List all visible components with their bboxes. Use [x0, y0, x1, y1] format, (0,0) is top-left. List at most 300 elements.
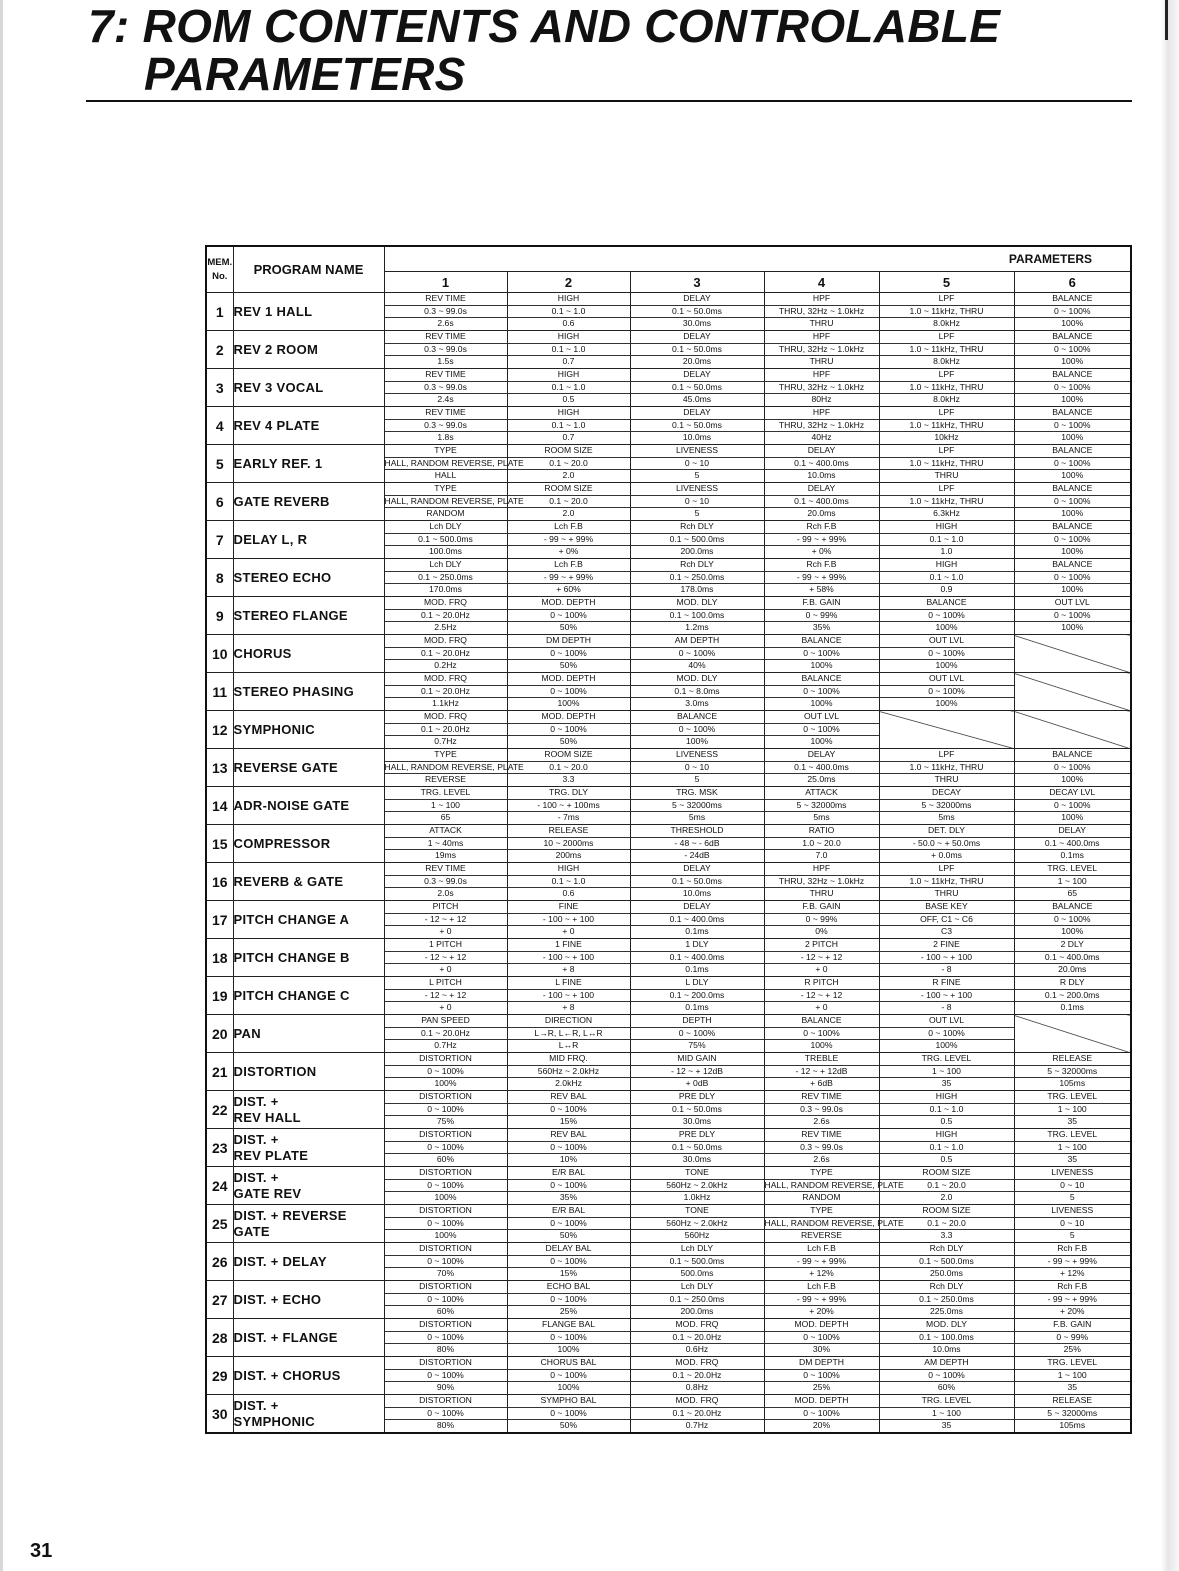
parameter-range: 0 ~ 100% [1015, 800, 1131, 813]
parameter-default: 10.0ms [682, 432, 712, 443]
parameter-cell [507, 1319, 630, 1357]
program-name-line: REV 3 VOCAL [233, 379, 324, 395]
program-name [233, 331, 384, 369]
parameter-cell [384, 407, 507, 445]
table-row [206, 483, 1131, 521]
parameter-name: MOD. DLY [631, 673, 764, 686]
parameter-cell [879, 977, 1014, 1015]
parameter-name: TYPE [765, 1167, 879, 1180]
parameter-range: 0 ~ 100% [385, 1408, 507, 1421]
parameter-range: 0 ~ 100% [508, 1104, 630, 1117]
parameter-default: 100% [1061, 470, 1084, 481]
parameter-default: 0.7 [562, 432, 575, 443]
parameter-name: THRESHOLD [631, 825, 764, 838]
parameter-cell [384, 1243, 507, 1281]
parameter-default: 35% [812, 622, 831, 633]
parameter-range: 0.1 ~ 20.0Hz [385, 1028, 507, 1041]
parameter-range: 0.1 ~ 20.0 [508, 496, 630, 509]
parameter-default: 0.7Hz [434, 736, 457, 747]
parameter-range: 0.1 ~ 20.0Hz [631, 1408, 764, 1421]
memory-number: 19 [206, 977, 233, 1015]
parameter-name: DISTORTION [385, 1243, 507, 1256]
memory-number: 12 [206, 711, 233, 749]
parameter-range: 0 ~ 100% [508, 1218, 630, 1231]
parameter-name: MOD. DEPTH [765, 1319, 879, 1332]
table-row [206, 331, 1131, 369]
table-row [206, 635, 1131, 673]
parameter-range: 0 ~ 100% [508, 610, 630, 623]
parameter-cell [630, 673, 764, 711]
parameter-name: DET. DLY [880, 825, 1014, 838]
parameter-range: 5 ~ 32000ms [880, 800, 1014, 813]
parameter-cell [879, 293, 1014, 331]
parameter-name: HPF [765, 331, 879, 344]
parameter-default: 100% [686, 736, 708, 747]
program-name-line: DIST. + ECHO [233, 1291, 322, 1307]
parameter-cell [630, 863, 764, 901]
parameter-cell [507, 1167, 630, 1205]
parameter-name: BALANCE [1015, 749, 1131, 762]
parameter-range: 1.0 ~ 11kHz, THRU [880, 876, 1014, 889]
parameter-range: HALL, RANDOM REVERSE, PLATE [385, 762, 507, 775]
parameter-cell [384, 1129, 507, 1167]
table-row [206, 1319, 1131, 1357]
program-name-line: STEREO PHASING [233, 683, 354, 699]
rom-contents-table [205, 245, 1132, 1434]
memory-number: 4 [206, 407, 233, 445]
parameter-cell [507, 673, 630, 711]
parameter-cell [384, 521, 507, 559]
parameter-range: 0.3 ~ 99.0s [765, 1104, 879, 1117]
parameter-cell [764, 1091, 879, 1129]
parameter-name: R DLY [1015, 977, 1131, 990]
parameter-default: 0.5 [940, 1154, 953, 1165]
parameter-default: 8.0kHz [933, 356, 960, 367]
parameter-default: + 0dB [685, 1078, 709, 1089]
parameter-range: 0.1 ~ 400.0ms [1015, 838, 1131, 851]
parameter-default: 2.6s [437, 318, 454, 329]
parameter-name: DISTORTION [385, 1205, 507, 1218]
parameter-name: TONE [631, 1205, 764, 1218]
parameter-range: 0.1 ~ 50.0ms [631, 344, 764, 357]
parameter-range: - 100 ~ + 100 [880, 952, 1014, 965]
parameter-range: 0 ~ 100% [1015, 382, 1131, 395]
page-left-edge [0, 0, 3, 1571]
parameter-cell [507, 787, 630, 825]
parameter-name: DELAY [631, 863, 764, 876]
parameter-cell [1014, 901, 1131, 939]
parameter-cell [764, 1167, 904, 1205]
parameter-name: LPF [880, 293, 1014, 306]
parameter-name: MOD. DEPTH [508, 597, 630, 610]
memory-number: 3 [206, 369, 233, 407]
parameter-name: R PITCH [765, 977, 879, 990]
parameter-range: 0 ~ 100% [385, 1370, 507, 1383]
parameter-name: ATTACK [385, 825, 507, 838]
parameter-cell [764, 331, 879, 369]
page-title [88, 2, 1000, 98]
parameter-range: - 12 ~ + 12 [385, 952, 507, 965]
parameter-cell [507, 1205, 630, 1243]
parameter-name: LIVENESS [631, 749, 764, 762]
parameter-name: LPF [880, 445, 1014, 458]
memory-number: 24 [206, 1167, 233, 1205]
parameter-range: 0.1 ~ 100.0ms [631, 610, 764, 623]
parameter-name: TYPE [765, 1205, 879, 1218]
parameter-range: 0.1 ~ 500.0ms [880, 1256, 1014, 1269]
program-name [233, 901, 384, 939]
program-name-line: DIST. + [233, 1131, 279, 1147]
parameter-cell [630, 977, 764, 1015]
parameter-range: 0.3 ~ 99.0s [385, 382, 507, 395]
memory-number: 8 [206, 559, 233, 597]
parameter-name: DEPTH [631, 1015, 764, 1028]
parameter-name: HPF [765, 293, 879, 306]
parameter-default: 100% [1061, 356, 1084, 367]
table-row [206, 825, 1131, 863]
program-name-line: SYMPHONIC [233, 1413, 315, 1429]
parameter-default: 2.0 [562, 470, 575, 481]
parameter-default: 200.0ms [680, 546, 714, 557]
parameter-name: L PITCH [385, 977, 507, 990]
parameter-cell [507, 483, 630, 521]
parameter-name: TRG. LEVEL [880, 1395, 1014, 1408]
parameter-name: HIGH [508, 293, 630, 306]
parameter-cell [384, 369, 507, 407]
program-name [233, 1129, 384, 1167]
parameter-default: 100% [1061, 812, 1084, 823]
parameter-default: 225.0ms [930, 1306, 963, 1317]
parameter-cell [384, 1053, 507, 1091]
parameter-cell [384, 1395, 507, 1434]
parameter-default: - 7ms [557, 812, 580, 823]
program-name [233, 1015, 384, 1053]
parameter-cell [879, 1357, 1014, 1395]
parameter-name: ATTACK [765, 787, 879, 800]
parameter-cell [1014, 787, 1131, 825]
program-name-line: REV 1 HALL [233, 303, 313, 319]
parameter-name: TRG. LEVEL [1015, 1357, 1131, 1370]
parameter-range: 0.3 ~ 99.0s [765, 1142, 879, 1155]
parameter-default: - 8 [941, 964, 952, 975]
parameter-name: HIGH [880, 1091, 1014, 1104]
no-header-label: No. [212, 270, 228, 282]
program-name [233, 597, 384, 635]
parameter-range: 1 ~ 100 [880, 1408, 1014, 1421]
parameter-cell [879, 1319, 1014, 1357]
parameter-default: 70% [436, 1268, 455, 1279]
parameter-range: 0.1 ~ 50.0ms [631, 382, 764, 395]
parameter-default: 100% [557, 1344, 580, 1355]
parameter-range: 0.1 ~ 400.0ms [631, 952, 764, 965]
parameter-name: BALANCE [1015, 521, 1131, 534]
parameter-cell [1014, 331, 1131, 369]
program-name-header: PROGRAM NAME [233, 246, 384, 293]
parameter-default: 5ms [938, 812, 955, 823]
parameter-name: CHORUS BAL [508, 1357, 630, 1370]
parameter-range: 0 ~ 100% [508, 1332, 630, 1345]
program-name-line: DIST. + FLANGE [233, 1329, 338, 1345]
parameter-column-header: 5 [879, 272, 1014, 293]
parameter-default: 1.1kHz [432, 698, 459, 709]
parameter-cell [384, 977, 507, 1015]
parameter-default: 100% [1061, 508, 1084, 519]
parameter-cell [764, 521, 879, 559]
parameter-cell [879, 445, 1014, 483]
parameter-default: 10kHz [934, 432, 959, 443]
program-name [233, 711, 384, 749]
parameter-cell [879, 787, 1014, 825]
parameter-range: OFF, C1 ~ C6 [880, 914, 1014, 927]
parameter-default: 100% [557, 1382, 580, 1393]
parameter-name: ROOM SIZE [880, 1167, 1014, 1180]
parameter-range: 0 ~ 100% [765, 1408, 879, 1421]
parameter-default: 0.7Hz [685, 1420, 709, 1431]
parameter-name: LPF [880, 369, 1014, 382]
program-name [233, 635, 384, 673]
parameter-range: 1.0 ~ 11kHz, THRU [880, 306, 1014, 319]
table-row [206, 1091, 1131, 1129]
parameter-range: - 12 ~ + 12dB [631, 1066, 764, 1079]
parameter-default: 5 [694, 774, 700, 785]
parameter-name: LIVENESS [1015, 1167, 1131, 1180]
parameter-name: Rch DLY [880, 1243, 1014, 1256]
parameter-cell [1014, 1357, 1131, 1395]
parameter-cell [1014, 977, 1131, 1015]
parameter-default: REVERSE [424, 774, 467, 785]
parameter-default: 105ms [1059, 1078, 1086, 1089]
program-name [233, 1205, 384, 1243]
parameter-range: - 99 ~ + 99% [1015, 1294, 1131, 1307]
parameter-default: + 0 [439, 1002, 452, 1013]
parameter-cell [507, 1091, 630, 1129]
parameter-cell [879, 1015, 1014, 1053]
parameter-default: 75% [688, 1040, 706, 1051]
program-name-line: STEREO FLANGE [233, 607, 348, 623]
parameter-cell [879, 407, 1014, 445]
memory-number: 22 [206, 1091, 233, 1129]
parameter-range: 560Hz ~ 2.0kHz [508, 1066, 630, 1079]
parameter-cell [764, 901, 879, 939]
parameter-name: HIGH [508, 863, 630, 876]
parameter-name: TYPE [385, 483, 507, 496]
parameter-default: 80Hz [811, 394, 832, 405]
parameter-default: 5ms [813, 812, 830, 823]
parameter-range: 0 ~ 100% [508, 724, 630, 737]
parameter-column-header: 1 [384, 272, 507, 293]
parameter-default: + 60% [556, 584, 581, 595]
parameter-range: - 48 ~ - 6dB [631, 838, 764, 851]
memory-number: 16 [206, 863, 233, 901]
parameter-default: 0.1ms [685, 964, 709, 975]
program-name-line: DIST. + [233, 1093, 279, 1109]
parameter-range: 0.1 ~ 1.0 [880, 572, 1014, 585]
parameter-range: 0 ~ 99% [1015, 1332, 1131, 1345]
table-row [206, 1015, 1131, 1053]
parameter-name: DELAY [765, 445, 879, 458]
parameter-default: 3.3 [940, 1230, 953, 1241]
parameter-range: 1.0 ~ 11kHz, THRU [880, 458, 1014, 471]
parameter-default: 60% [436, 1154, 455, 1165]
memory-number: 25 [206, 1205, 233, 1243]
parameter-range: 0 ~ 100% [385, 1180, 507, 1193]
parameter-default: 200ms [555, 850, 582, 861]
parameter-name: BALANCE [1015, 293, 1131, 306]
page-number: 31 [30, 1540, 53, 1562]
parameter-cell [384, 1015, 507, 1053]
parameter-cell [879, 749, 1014, 787]
parameter-default: + 0% [558, 546, 579, 557]
parameter-name: AM DEPTH [880, 1357, 1014, 1370]
parameter-default: 50% [559, 1230, 578, 1241]
parameter-range: 0 ~ 100% [765, 1028, 879, 1041]
parameter-name: RATIO [765, 825, 879, 838]
parameter-default: 0.1ms [1060, 1002, 1084, 1013]
parameter-cell [764, 1357, 879, 1395]
parameter-name: DISTORTION [385, 1167, 507, 1180]
parameter-cell [764, 787, 879, 825]
parameter-cell [1014, 1091, 1131, 1129]
parameter-default: 100% [1061, 926, 1084, 937]
parameter-cell [630, 597, 764, 635]
parameter-default: THRU [934, 470, 959, 481]
parameter-cell [1014, 1053, 1131, 1091]
parameter-name: OUT LVL [880, 673, 1014, 686]
parameter-range: 0.1 ~ 20.0 [880, 1180, 1014, 1193]
parameter-cell [630, 483, 764, 521]
program-name [233, 673, 384, 711]
page-binding-edge [1161, 0, 1179, 1571]
parameter-column-header: 3 [630, 272, 764, 293]
table-row [206, 1167, 1131, 1205]
program-name-line: DISTORTION [233, 1063, 317, 1079]
parameter-default: 5 [694, 470, 700, 481]
parameter-cell [384, 445, 524, 483]
program-name-line: ADR-NOISE GATE [233, 797, 350, 813]
parameter-default: THRU [809, 356, 834, 367]
parameter-name: DELAY BAL [508, 1243, 630, 1256]
parameter-range: 0 ~ 100% [765, 648, 879, 661]
parameter-name: Rch DLY [880, 1281, 1014, 1294]
memory-number: 9 [206, 597, 233, 635]
parameter-default: 2.5Hz [434, 622, 457, 633]
parameter-cell [384, 559, 507, 597]
parameter-default: 60% [937, 1382, 956, 1393]
parameter-name: ROOM SIZE [508, 445, 630, 458]
memory-number: 29 [206, 1357, 233, 1395]
parameter-default: 0.1ms [685, 926, 709, 937]
parameter-cell [764, 597, 879, 635]
parameter-name: DELAY [631, 407, 764, 420]
parameter-name: MOD. FRQ [631, 1357, 764, 1370]
parameter-cell [1014, 825, 1131, 863]
program-name-line: PITCH CHANGE B [233, 949, 350, 965]
program-name [233, 825, 384, 863]
parameter-range: 1.0 ~ 11kHz, THRU [880, 344, 1014, 357]
table-row [206, 407, 1131, 445]
parameter-cell [879, 1167, 1014, 1205]
parameter-range: 0.1 ~ 50.0ms [631, 1104, 764, 1117]
parameter-cell [764, 635, 879, 673]
parameter-name: LIVENESS [631, 445, 764, 458]
parameter-range: 0.3 ~ 99.0s [385, 306, 507, 319]
parameter-name: ROOM SIZE [508, 749, 630, 762]
parameter-cell [764, 1243, 879, 1281]
parameter-range: 0 ~ 100% [1015, 420, 1131, 433]
parameter-name: OUT LVL [1015, 597, 1131, 610]
parameter-cell [764, 1015, 879, 1053]
parameter-cell [1014, 1205, 1131, 1243]
parameter-range: 1.0 ~ 11kHz, THRU [880, 762, 1014, 775]
parameter-cell [1014, 863, 1131, 901]
parameter-range: 0.3 ~ 99.0s [385, 876, 507, 889]
parameter-range: 0.1 ~ 20.0Hz [631, 1332, 764, 1345]
parameter-range: 0.1 ~ 1.0 [880, 1104, 1014, 1117]
parameter-cell [879, 1053, 1014, 1091]
parameter-name: REV TIME [385, 369, 507, 382]
parameter-range: 1 ~ 100 [385, 800, 507, 813]
parameter-name: F.B. GAIN [765, 597, 879, 610]
parameter-name: TONE [631, 1167, 764, 1180]
parameter-default: 5 [694, 508, 700, 519]
parameter-cell [879, 369, 1014, 407]
parameter-default: 50% [559, 660, 578, 671]
parameter-range: HALL, RANDOM REVERSE, PLATE [385, 458, 507, 471]
program-name [233, 293, 384, 331]
parameter-name: DELAY [765, 483, 879, 496]
parameter-range: L→R, L←R, L↔R [508, 1028, 630, 1041]
parameter-name: REV TIME [385, 863, 507, 876]
parameter-cell [1014, 597, 1131, 635]
parameter-range: 0 ~ 100% [1015, 534, 1131, 547]
parameter-cell [384, 787, 507, 825]
parameter-default: THRU [934, 774, 959, 785]
parameter-cell [1014, 293, 1131, 331]
parameter-range: 0 ~ 100% [385, 1104, 507, 1117]
parameter-cell [1014, 939, 1131, 977]
parameter-default: THRU [934, 888, 959, 899]
parameter-cell [507, 939, 630, 977]
parameter-range: THRU, 32Hz ~ 1.0kHz [765, 306, 879, 319]
program-name [233, 787, 384, 825]
parameter-name: REV BAL [508, 1129, 630, 1142]
parameter-range: - 99 ~ + 99% [765, 534, 879, 547]
parameter-name: DELAY [631, 901, 764, 914]
parameter-cell [630, 1015, 764, 1053]
parameter-default: REVERSE [800, 1230, 843, 1241]
program-name [233, 1395, 384, 1434]
parameter-range: 0 ~ 99% [765, 914, 879, 927]
parameter-cell [1014, 1167, 1131, 1205]
parameter-cell [384, 1357, 507, 1395]
parameter-cell [507, 749, 630, 787]
parameter-name: Lch F.B [765, 1243, 879, 1256]
parameter-cell [764, 825, 879, 863]
parameter-default: 100% [1061, 774, 1084, 785]
parameter-cell [384, 863, 507, 901]
parameter-default: + 0.0ms [931, 850, 962, 861]
parameter-range: 0 ~ 100% [880, 648, 1014, 661]
unused-parameter-cell [1014, 1015, 1131, 1053]
parameter-range: 1.0 ~ 11kHz, THRU [880, 496, 1014, 509]
parameter-default: 50% [559, 622, 578, 633]
parameter-default: 20.0ms [682, 356, 712, 367]
parameter-range: 10 ~ 2000ms [508, 838, 630, 851]
parameter-default: 0.9 [940, 584, 953, 595]
parameter-cell [630, 521, 764, 559]
parameter-default: 40Hz [811, 432, 832, 443]
parameter-default: 45.0ms [682, 394, 712, 405]
